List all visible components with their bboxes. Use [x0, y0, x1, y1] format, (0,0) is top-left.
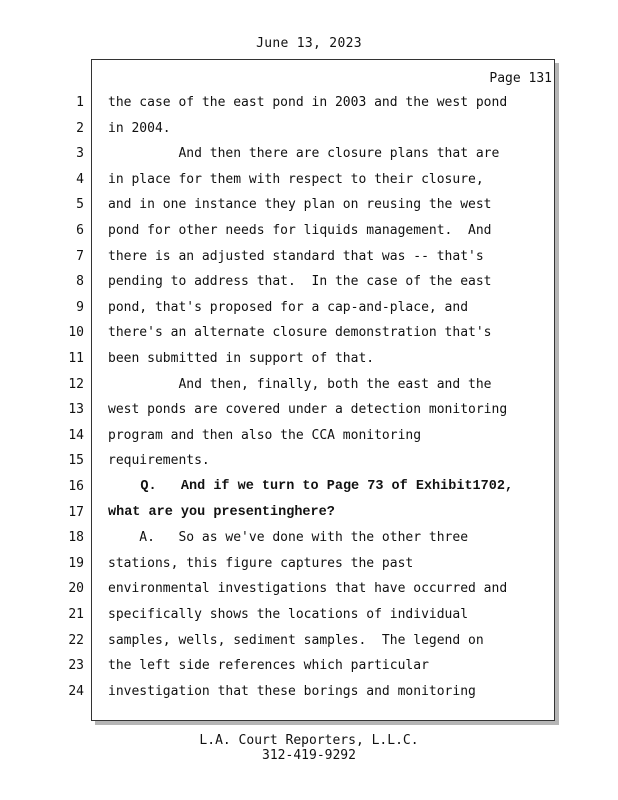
- transcript-line: [0, 92, 618, 114]
- line-text: investigation that these borings and monitoring: [108, 683, 476, 699]
- page-header-date: June 13, 2023: [256, 36, 362, 51]
- line-number: 12: [68, 376, 84, 392]
- line-text: pond, that's proposed for a cap-and-place, and: [108, 299, 469, 315]
- transcript-line: [0, 297, 618, 319]
- line-text: been submitted in support of that.: [108, 351, 375, 366]
- line-number: 8: [76, 274, 84, 290]
- line-text: and in one instance they plan on reusing the west: [108, 197, 492, 213]
- line-number: 15: [68, 453, 84, 469]
- line-number: 17: [68, 504, 84, 520]
- page-number: Page 131: [489, 71, 552, 86]
- line-text: And then there are closure plans that are: [108, 146, 500, 162]
- transcript-line: [0, 348, 618, 370]
- line-text: samples, wells, sediment samples. The legend on: [108, 632, 484, 648]
- line-number: 6: [76, 223, 84, 238]
- line-text: the left side references which particular: [108, 658, 429, 674]
- line-text: west ponds are covered under a detection monitoring: [108, 402, 508, 418]
- line-number: 20: [68, 581, 84, 597]
- line-text: there's an alternate closure demonstration that's: [108, 325, 492, 341]
- line-number: 21: [68, 607, 84, 622]
- line-text: pond for other needs for liquids management. And: [108, 223, 492, 238]
- transcript-line: [0, 578, 618, 600]
- transcript-line: [0, 322, 618, 344]
- transcript-line: [0, 604, 618, 626]
- transcript-line: [0, 630, 618, 652]
- transcript-line: [0, 169, 618, 191]
- transcript-line: [0, 502, 618, 524]
- transcript-line: [0, 143, 618, 165]
- line-number: 13: [68, 402, 84, 418]
- transcript-line: [0, 118, 618, 140]
- line-number: 23: [68, 658, 84, 674]
- transcript-line: [0, 399, 618, 421]
- line-number: 11: [68, 351, 84, 366]
- line-number: 1: [76, 95, 84, 110]
- line-text: A. So as we've done with the other three: [108, 530, 469, 546]
- line-text: what are you presentinghere?: [108, 504, 335, 520]
- line-text: stations, this figure captures the past: [108, 555, 414, 571]
- line-text: in 2004.: [108, 120, 171, 136]
- line-text: program and then also the CCA monitoring: [108, 427, 422, 443]
- line-number: 14: [68, 427, 84, 443]
- transcript-line: [0, 246, 618, 268]
- line-text: in place for them with respect to their closure,: [108, 171, 484, 187]
- transcript-line: [0, 271, 618, 293]
- line-text: environmental investigations that have occurred and: [108, 581, 508, 597]
- line-number: 2: [76, 120, 84, 136]
- line-text: specifically shows the locations of individual: [108, 607, 469, 622]
- line-number: 9: [76, 299, 84, 315]
- transcript-line: [0, 220, 618, 242]
- transcript-line: [0, 553, 618, 575]
- line-number: 16: [68, 479, 84, 494]
- line-number: 5: [76, 197, 84, 213]
- transcript-line: [0, 450, 618, 472]
- line-number: 19: [68, 555, 84, 571]
- line-number: 3: [76, 146, 84, 162]
- line-text: pending to address that. In the case of the east: [108, 274, 492, 290]
- line-number: 22: [68, 632, 84, 648]
- line-number: 7: [76, 248, 84, 264]
- line-text: there is an adjusted standard that was -- that's: [108, 248, 484, 264]
- transcript-line: [0, 655, 618, 677]
- line-text: Q. And if we turn to Page 73 of Exhibit1702,: [108, 479, 514, 494]
- line-number: 18: [68, 530, 84, 546]
- line-number: 24: [68, 683, 84, 699]
- footer-company: L.A. Court Reporters, L.L.C.: [199, 733, 419, 748]
- line-text: the case of the east pond in 2003 and the west pond: [108, 95, 508, 110]
- transcript-line: [0, 194, 618, 216]
- transcript-line: [0, 476, 618, 498]
- line-text: requirements.: [108, 453, 210, 469]
- footer-phone: 312-419-9292: [262, 748, 356, 763]
- transcript-line: [0, 425, 618, 447]
- line-number: 4: [76, 171, 84, 187]
- transcript-line: [0, 681, 618, 703]
- line-number: 10: [68, 325, 84, 341]
- line-text: And then, finally, both the east and the: [108, 376, 492, 392]
- transcript-line: [0, 374, 618, 396]
- transcript-line: [0, 527, 618, 549]
